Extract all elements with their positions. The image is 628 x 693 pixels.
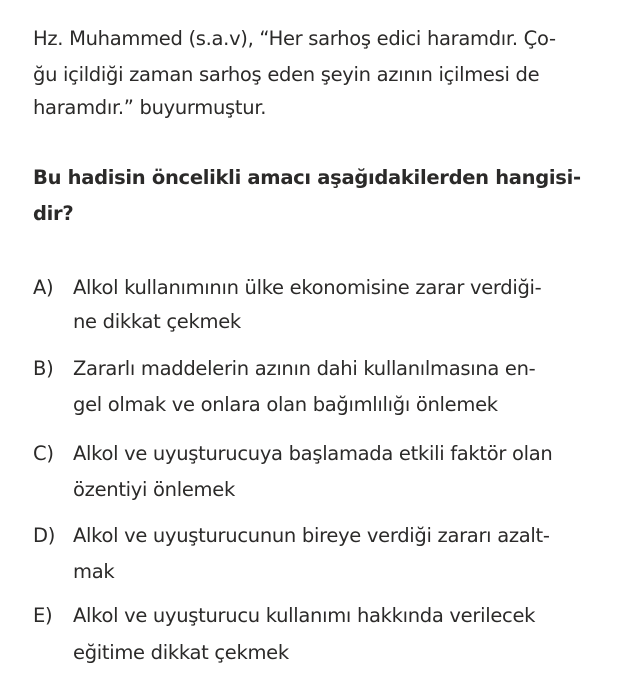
option-text: Alkol kullanımının ülke ekonomisine zarar verdiği-	[73, 276, 542, 299]
option-text: özentiyi önlemek	[73, 478, 235, 501]
option-letter: E)	[33, 604, 53, 627]
option-letter: D)	[33, 524, 56, 547]
stem-line: haramdır.” buyurmuştur.	[33, 96, 267, 119]
option-letter: B)	[33, 357, 54, 380]
question-line: dir?	[33, 202, 74, 225]
option-text: mak	[73, 560, 115, 583]
option-text: ne dikkat çekmek	[73, 310, 241, 333]
option-text: gel olmak ve onlara olan bağımlılığı önlemek	[73, 393, 498, 416]
option-text: Alkol ve uyuşturucunun bireye verdiği zararı azalt-	[73, 524, 550, 547]
option-text: Alkol ve uyuşturucuya başlamada etkili faktör olan	[73, 442, 553, 465]
stem-line: ğu içildiği zaman sarhoş eden şeyin azının içilmesi de	[33, 63, 540, 86]
option-letter: C)	[33, 442, 54, 465]
option-letter: A)	[33, 276, 54, 299]
stem-line: Hz. Muhammed (s.a.v), “Her sarhoş edici haramdır. Ço-	[33, 27, 556, 50]
option-text: Zararlı maddelerin azının dahi kullanılmasına en-	[73, 357, 536, 380]
question-line: Bu hadisin öncelikli amacı aşağıdakilerden hangisi-	[33, 166, 581, 189]
option-text: eğitime dikkat çekmek	[73, 641, 289, 664]
option-text: Alkol ve uyuşturucu kullanımı hakkında verilecek	[73, 604, 536, 627]
